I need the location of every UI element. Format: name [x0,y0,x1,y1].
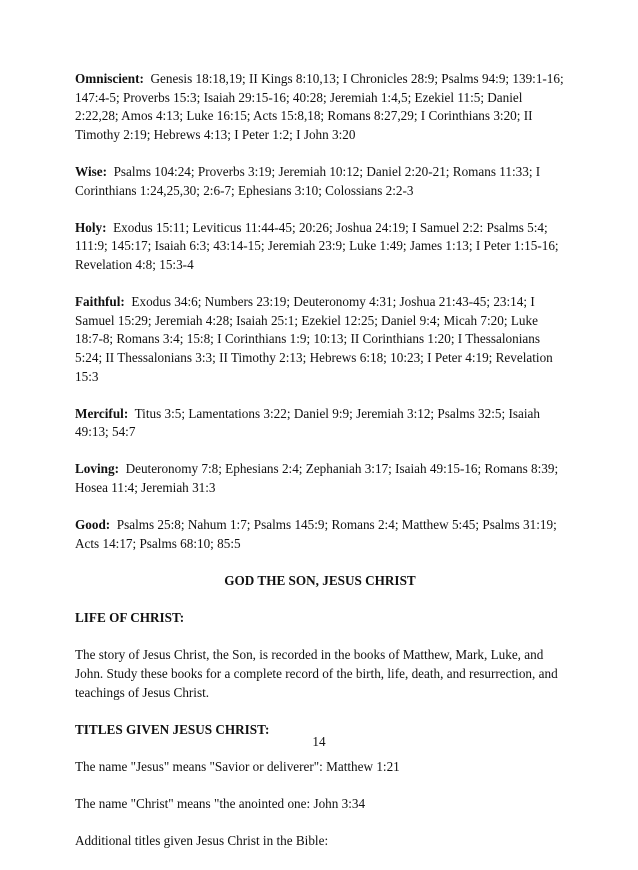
attribute-references: Psalms 104:24; Proverbs 3:19; Jeremiah 10:12; Daniel 2:20-21; Romans 11:33; I Corinthians 1:24,25,30; 2:6-7; Ephesians 3:10; Colossians 2:2-3 [75,163,541,198]
page-number: 14 [312,734,326,749]
attribute-term: Good: [75,517,111,533]
attribute-references: Deuteronomy 7:8; Ephesians 2:4; Zephaniah 3:17; Isaiah 49:15-16; Romans 8:39; Hosea 11:4; Jeremiah 31:3 [75,461,559,496]
attribute-omniscient [75,70,565,144]
additional-titles-text: Additional titles given Jesus Christ in the Bible: [75,833,329,849]
section-title: GOD THE SON, JESUS CHRIST [224,573,416,589]
life-of-christ-heading: LIFE OF CHRIST: [75,610,185,626]
attribute-term: Omniscient: [75,71,144,86]
titles-heading: TITLES GIVEN JESUS CHRIST: [75,721,270,737]
attribute-term: Faithful: [75,294,125,310]
name-jesus-text: The name "Jesus" means "Savior or deliverer": Matthew 1:21 [75,758,400,774]
attribute-wise [75,163,565,200]
attribute-term: Holy: [75,219,107,235]
attribute-faithful [75,293,565,386]
attribute-term: Wise: [75,163,107,179]
attribute-holy [75,219,565,275]
attribute-references: Genesis 18:18,19; II Kings 8:10,13; I Chronicles 28:9; Psalms 94:9; 139:1-16; 147:4-5; Proverbs 15:3; Isaiah 29:15-16; 40:28; Jeremiah 1:4,5; Ezekiel 11:5; Daniel 2:22,28; Amos 4:13; Luke 16:15; Acts 15:8,18; Romans 8:27,29; I Corinthians 3:20; II Timothy 2:19; Hebrews 4:13; I Peter 1:2; I John 3:20 [75,71,564,142]
attribute-references: Titus 3:5; Lamentations 3:22; Daniel 9:9; Jeremiah 3:12; Psalms 32:5; Isaiah 49:13; 54:7 [75,405,540,440]
name-christ-text: The name "Christ" means "the anointed one: John 3:34 [75,796,366,812]
attribute-good [75,516,565,553]
life-of-christ-text: The story of Jesus Christ, the Son, is recorded in the books of Matthew, Mark, Luke, and John. Study these books for a complete record of the birth, life, death, and resurrection, and teachings of Jesus Christ. [75,647,558,700]
attribute-term: Merciful: [75,405,129,421]
attribute-merciful [75,405,565,442]
attribute-references: Psalms 25:8; Nahum 1:7; Psalms 145:9; Romans 2:4; Matthew 5:45; Psalms 31:19; Acts 14:17; Psalms 68:10; 85:5 [75,517,557,551]
attribute-term: Loving: [75,461,119,477]
attribute-loving [75,460,565,497]
attribute-references: Exodus 34:6; Numbers 23:19; Deuteronomy 4:31; Joshua 21:43-45; 23:14; I Samuel 15:29; Jeremiah 4:28; Isaiah 25:1; Ezekiel 12:25; Daniel 9:4; Micah 7:20; Luke 18:7-8; Romans 3:4; 15:8; I Corinthians 1:9; 10:13; II Corinthians 1:20; I Thessalonians 5:24; II Thessalonians 3:3; II Timothy 2:13; Hebrews 6:18; 10:23; I Peter 4:19; Revelation 15:3 [75,294,553,384]
attribute-references: Exodus 15:11; Leviticus 11:44-45; 20:26; Joshua 24:19; I Samuel 2:2: Psalms 5:4; 111:9; 145:17; Isaiah 6:3; 43:14-15; Jeremiah 23:9; Luke 1:49; James 1:13; I Peter 1:15-16; Revelation 4:8; 15:3-4 [75,219,559,272]
